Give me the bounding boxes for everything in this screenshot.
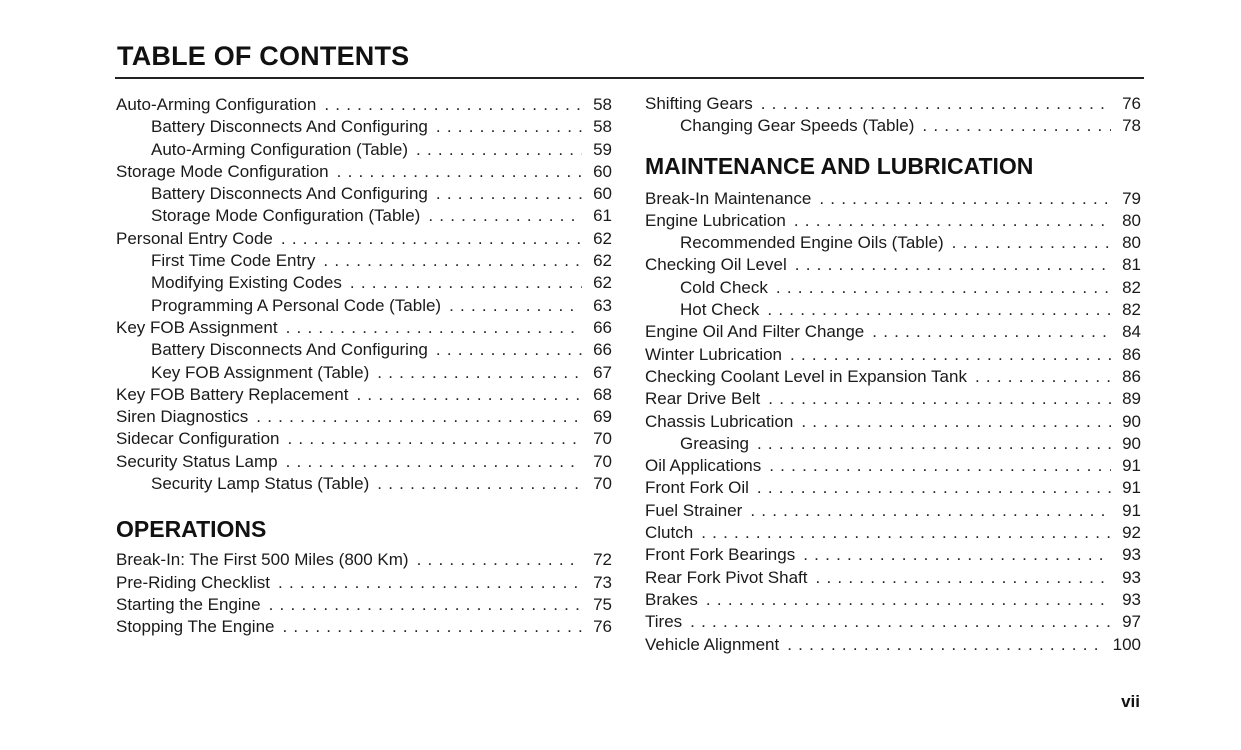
toc-subentry[interactable] — [645, 115, 1141, 137]
toc-entry-page: 66 — [593, 340, 612, 360]
toc-entry[interactable] — [645, 455, 1141, 477]
toc-entry[interactable] — [116, 161, 612, 183]
toc-entry-page: 63 — [593, 295, 612, 315]
toc-entry-page: 97 — [1122, 612, 1141, 632]
toc-entry-label: Greasing — [680, 433, 749, 453]
toc-entry-page: 58 — [593, 95, 612, 114]
toc-entry[interactable] — [645, 93, 1141, 115]
toc-entry-label: Programming A Personal Code (Table) — [151, 295, 442, 315]
toc-entry-page: 90 — [1122, 433, 1141, 453]
toc-entry-label: Front Fork Oil — [645, 478, 749, 498]
toc-entry[interactable] — [645, 544, 1141, 566]
toc-entry-label: Shifting Gears — [645, 94, 753, 113]
toc-entry[interactable] — [645, 611, 1141, 633]
toc-entry-page: 70 — [593, 474, 612, 494]
toc-entry-page: 62 — [593, 228, 612, 248]
toc-entry-page: 76 — [593, 617, 612, 637]
page-title: TABLE OF CONTENTS — [117, 41, 410, 71]
toc-entry-label: Front Fork Bearings — [645, 545, 796, 565]
toc-entry[interactable] — [116, 384, 612, 406]
toc-subentry[interactable] — [116, 362, 612, 384]
toc-right-column — [645, 93, 1141, 656]
toc-entry[interactable] — [116, 94, 612, 116]
toc-entry-label: Key FOB Battery Replacement — [116, 384, 349, 404]
toc-entry[interactable] — [645, 589, 1141, 611]
toc-entry-page: 86 — [1122, 366, 1141, 386]
toc-entry-page: 81 — [1122, 255, 1141, 275]
toc-entry-label: Key FOB Assignment — [116, 317, 278, 337]
toc-entry-label: Changing Gear Speeds (Table) — [680, 116, 915, 136]
toc-left-column — [116, 94, 612, 639]
section-heading-maintenance: MAINTENANCE AND LUBRICATION — [645, 152, 1034, 179]
toc-entry[interactable] — [645, 210, 1141, 232]
toc-entry[interactable] — [116, 451, 612, 473]
toc-entry-label: Stopping The Engine — [116, 617, 275, 637]
toc-entry[interactable] — [116, 572, 612, 594]
toc-entry-page: 84 — [1122, 322, 1141, 342]
toc-entry[interactable] — [645, 344, 1141, 366]
toc-entry-label: Battery Disconnects And Configuring — [151, 340, 428, 360]
toc-entry-label: Key FOB Assignment (Table) — [151, 362, 370, 382]
toc-entry-label: Tires — [645, 612, 683, 632]
toc-entry[interactable] — [645, 366, 1141, 388]
toc-entry-label: Sidecar Configuration — [116, 429, 280, 449]
toc-entry-page: 67 — [593, 362, 612, 382]
toc-entry-label: Checking Coolant Level in Expansion Tank — [645, 366, 967, 386]
toc-entry[interactable] — [116, 406, 612, 428]
toc-entry-label: Siren Diagnostics — [116, 407, 249, 427]
toc-entry-label: Battery Disconnects And Configuring — [151, 117, 428, 137]
toc-entry-label: Break-In Maintenance — [645, 188, 812, 208]
toc-entry-label: Auto-Arming Configuration (Table) — [151, 139, 409, 159]
toc-entry-page: 66 — [593, 317, 612, 337]
toc-entry-page: 69 — [593, 407, 612, 427]
toc-entry-label: Chassis Lubrication — [645, 411, 794, 431]
toc-entry-page: 89 — [1122, 389, 1141, 409]
toc-subentry[interactable] — [116, 205, 612, 227]
toc-entry-page: 93 — [1122, 545, 1141, 565]
toc-entry[interactable] — [645, 634, 1141, 656]
toc-entry-label: Winter Lubrication — [645, 344, 783, 364]
toc-entry[interactable] — [645, 500, 1141, 522]
toc-entry-page: 61 — [593, 206, 612, 226]
toc-entry-page: 93 — [1122, 567, 1141, 587]
toc-entry-page: 58 — [593, 117, 612, 137]
toc-entry-label: Break-In: The First 500 Miles (800 Km) — [116, 550, 409, 570]
toc-entry-label: Security Lamp Status (Table) — [151, 474, 370, 494]
toc-entry-page: 60 — [593, 184, 612, 204]
toc-entry[interactable] — [645, 477, 1141, 499]
toc-subentry[interactable] — [645, 232, 1141, 254]
toc-entry-label: Hot Check — [680, 300, 760, 320]
toc-subentry[interactable] — [116, 139, 612, 161]
toc-entry-page: 70 — [593, 451, 612, 471]
toc-entry[interactable] — [116, 549, 612, 571]
toc-entry-page: 78 — [1122, 116, 1141, 136]
toc-entry-page: 79 — [1122, 188, 1141, 208]
toc-subentry[interactable] — [645, 277, 1141, 299]
toc-entry-label: Security Status Lamp — [116, 451, 278, 471]
toc-entry-label: Clutch — [645, 523, 694, 543]
toc-entry-page: 80 — [1122, 210, 1141, 230]
toc-subentry[interactable] — [116, 116, 612, 138]
toc-entry[interactable] — [116, 228, 612, 250]
toc-entry-label: Fuel Strainer — [645, 500, 743, 520]
toc-entry-page: 82 — [1122, 277, 1141, 297]
toc-entry-page: 91 — [1122, 478, 1141, 498]
toc-entry-page: 91 — [1122, 456, 1141, 476]
toc-entry-label: Recommended Engine Oils (Table) — [680, 233, 944, 253]
toc-entry-page: 91 — [1122, 500, 1141, 520]
toc-entry-label: Cold Check — [680, 277, 768, 297]
toc-entry-page: 73 — [593, 572, 612, 592]
toc-entry[interactable] — [645, 188, 1141, 210]
toc-entry-page: 62 — [593, 273, 612, 293]
toc-entry[interactable] — [645, 522, 1141, 544]
toc-entry[interactable] — [116, 317, 612, 339]
toc-entry-label: Rear Drive Belt — [645, 389, 761, 409]
toc-subentry[interactable] — [116, 272, 612, 294]
toc-subentry[interactable] — [116, 250, 612, 272]
toc-entry-label: Battery Disconnects And Configuring — [151, 184, 428, 204]
toc-entry-label: Pre-Riding Checklist — [116, 572, 270, 592]
toc-entry-page: 86 — [1122, 344, 1141, 364]
toc-entry-label: Brakes — [645, 589, 698, 609]
toc-entry-label: Personal Entry Code — [116, 228, 273, 248]
toc-entry[interactable] — [645, 388, 1141, 410]
toc-entry-page: 59 — [593, 139, 612, 159]
toc-entry[interactable] — [116, 428, 612, 450]
toc-entry-page: 93 — [1122, 589, 1141, 609]
toc-entry-page: 80 — [1122, 233, 1141, 253]
toc-entry-page: 82 — [1122, 300, 1141, 320]
toc-entry-page: 70 — [593, 429, 612, 449]
toc-subentry[interactable] — [116, 473, 612, 495]
toc-entry-page: 76 — [1122, 94, 1141, 113]
toc-entry-label: Engine Lubrication — [645, 210, 786, 230]
toc-entry-label: Rear Fork Pivot Shaft — [645, 567, 808, 587]
toc-entry-page: 62 — [593, 251, 612, 271]
page-number: vii — [1121, 692, 1140, 711]
toc-entry-label: Engine Oil And Filter Change — [645, 322, 865, 342]
toc-entry[interactable] — [116, 594, 612, 616]
toc-entry-label: Storage Mode Configuration — [116, 161, 329, 181]
toc-entry[interactable] — [116, 616, 612, 638]
toc-entry-label: Vehicle Alignment — [645, 634, 780, 654]
toc-subentry[interactable] — [116, 339, 612, 361]
section-heading-operations: OPERATIONS — [116, 516, 267, 543]
toc-entry-page: 92 — [1122, 523, 1141, 543]
toc-entry-label: First Time Code Entry — [151, 251, 316, 271]
toc-entry-page: 68 — [593, 384, 612, 404]
toc-entry-page: 100 — [1112, 634, 1141, 654]
title-divider — [115, 77, 1144, 79]
toc-entry-label: Modifying Existing Codes — [151, 273, 342, 293]
toc-entry-page: 75 — [593, 594, 612, 614]
toc-entry-label: Auto-Arming Configuration — [116, 95, 317, 114]
toc-entry-label: Starting the Engine — [116, 594, 261, 614]
toc-entry-label: Oil Applications — [645, 456, 762, 476]
toc-entry[interactable] — [645, 321, 1141, 343]
toc-subentry[interactable] — [645, 299, 1141, 321]
toc-subentry[interactable] — [116, 295, 612, 317]
toc-entry-page: 72 — [593, 550, 612, 570]
toc-entry[interactable] — [645, 254, 1141, 276]
toc-entry[interactable] — [645, 411, 1141, 433]
toc-entry-label: Checking Oil Level — [645, 255, 787, 275]
toc-entry-page: 60 — [593, 161, 612, 181]
toc-subentry[interactable] — [116, 183, 612, 205]
toc-entry[interactable] — [645, 567, 1141, 589]
toc-entry-page: 90 — [1122, 411, 1141, 431]
toc-subentry[interactable] — [645, 433, 1141, 455]
toc-entry-label: Storage Mode Configuration (Table) — [151, 206, 421, 226]
